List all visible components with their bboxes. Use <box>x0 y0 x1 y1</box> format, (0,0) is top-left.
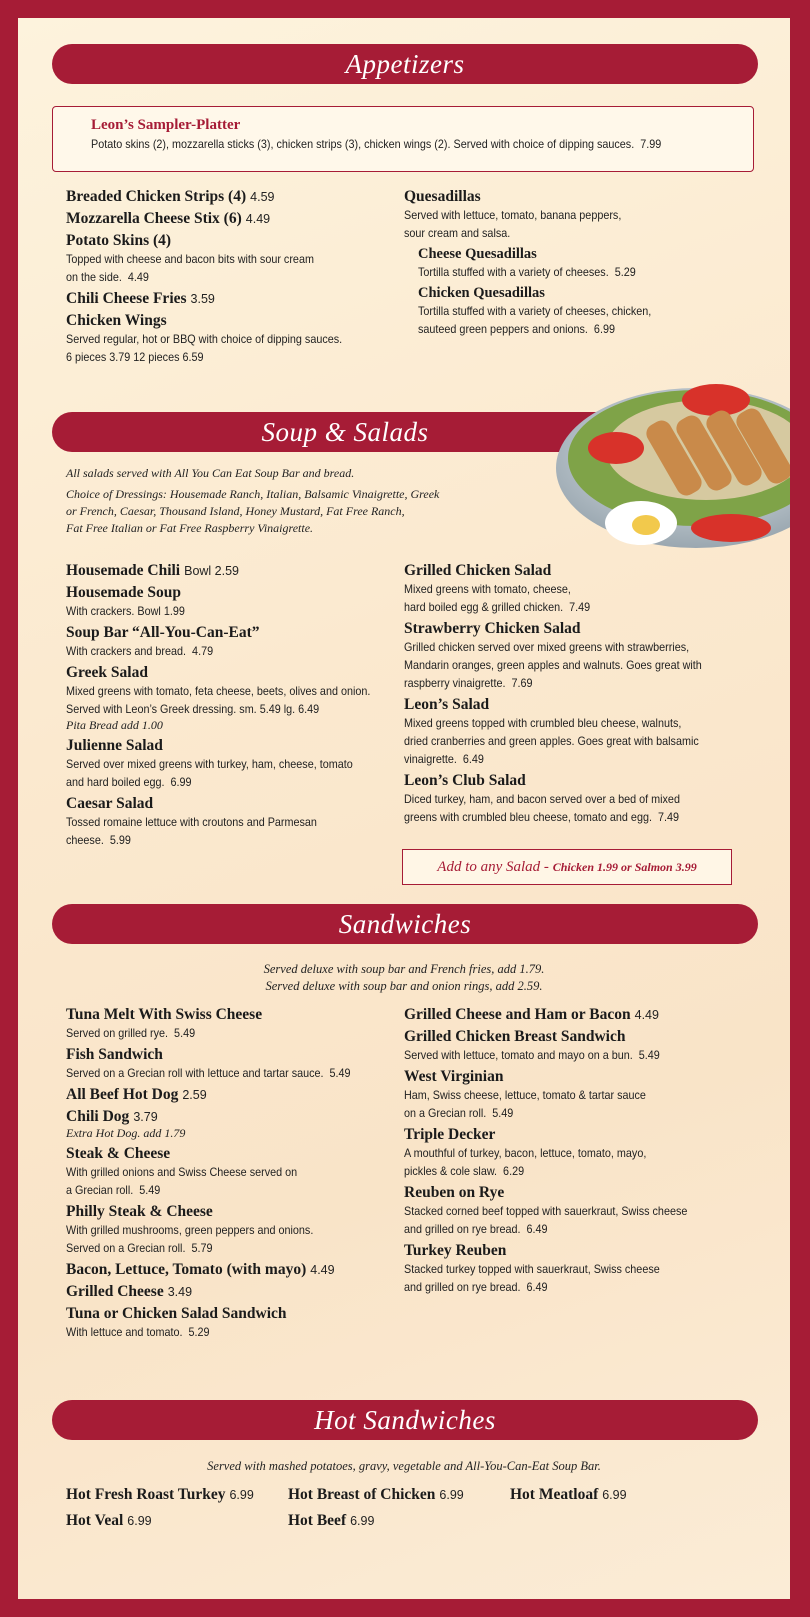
menu-item: Housemade Chili Bowl 2.59 <box>66 562 240 579</box>
menu-item: Triple Decker A mouthful of turkey, bacon, lettuce, tomato, mayo, pickles & cole slaw. 6.29 <box>404 1126 647 1178</box>
menu-item: Grilled Cheese and Ham or Bacon 4.49 <box>404 1006 659 1023</box>
menu-item: Strawberry Chicken Salad Grilled chicken served over mixed greens with strawberries, Mandarin oranges, green apples and walnuts. Goes great with raspberry vinaigrette. 7.69 <box>404 620 702 690</box>
add-to-salad-box: Add to any Salad - Chicken 1.99 or Salmon 3.99 <box>402 849 732 885</box>
menu-item: Quesadillas Served with lettuce, tomato, banana peppers, sour cream and salsa. <box>404 188 622 240</box>
menu-item: Tuna or Chicken Salad Sandwich With lettuce and tomato. 5.29 <box>66 1305 287 1339</box>
sandwiches-banner: Sandwiches <box>52 904 758 944</box>
menu-item: Steak & Cheese With grilled onions and Swiss Cheese served on a Grecian roll. 5.49 <box>66 1145 298 1197</box>
menu-item: Mozzarella Cheese Stix (6) 4.49 <box>66 210 271 227</box>
salad-notes: All salads served with All You Can Eat Soup Bar and bread. Choice of Dressings: Housemade Ranch, Italian, Balsamic Vinaigrette, Greek or French, Caesar, Thousand Island, Honey Mustard, Fat Free Ranch, Fat Free Italian or Fat Free Raspberry Vinaigrette. <box>66 466 440 535</box>
hot-item: Hot Fresh Roast Turkey 6.99 <box>66 1486 254 1503</box>
menu-item: Grilled Chicken Salad Mixed greens with tomato, cheese, hard boiled egg & grilled chicken. 7.49 <box>404 562 591 614</box>
menu-item: Julienne Salad Served over mixed greens with turkey, ham, cheese, tomato and hard boiled egg. 6.99 <box>66 737 353 789</box>
menu-item: Chicken Quesadillas Tortilla stuffed with a variety of cheeses, chicken, sauteed green peppers and onions. 6.99 <box>418 285 652 336</box>
menu-item: Grilled Chicken Breast Sandwich Served with lettuce, tomato and mayo on a bun. 5.49 <box>404 1028 660 1062</box>
menu-item: Leon’s Salad Mixed greens topped with crumbled bleu cheese, walnuts, dried cranberries and green apples. Goes great with balsamic vinaigrette. 6.49 <box>404 696 699 766</box>
appetizers-right-column <box>404 188 744 342</box>
menu-item: Reuben on Rye Stacked corned beef topped with sauerkraut, Swiss cheese and grilled on rye bread. 6.49 <box>404 1184 688 1236</box>
sandwich-notes: Served deluxe with soup bar and French fries, add 1.79. Served deluxe with soup bar and onion rings, add 2.59. <box>263 962 545 993</box>
hot-sandwiches-banner: Hot Sandwiches <box>52 1400 758 1440</box>
hot-item: Hot Beef 6.99 <box>288 1512 375 1529</box>
menu-item: Cheese Quesadillas Tortilla stuffed with a variety of cheeses. 5.29 <box>418 246 636 279</box>
sampler-box <box>52 106 754 172</box>
soups-left-column <box>66 562 391 853</box>
menu-item: Tuna Melt With Swiss Cheese Served on grilled rye. 5.49 <box>66 1006 263 1040</box>
menu-item: Chili Dog 3.79 Extra Hot Dog. add 1.79 <box>66 1108 186 1140</box>
menu-item: Turkey Reuben Stacked turkey topped with sauerkraut, Swiss cheese and grilled on rye bread. 6.49 <box>404 1242 660 1294</box>
appetizers-left-column <box>66 188 386 370</box>
menu-item: Potato Skins (4) Topped with cheese and bacon bits with sour cream on the side. 4.49 <box>66 232 314 284</box>
menu-item: Chili Cheese Fries 3.59 <box>66 290 215 307</box>
appetizers-banner: Appetizers <box>52 44 758 84</box>
hot-item: Hot Veal 6.99 <box>66 1512 152 1529</box>
sandwiches-right-column <box>404 1006 744 1300</box>
sampler-name: Leon’s Sampler-Platter <box>91 117 241 133</box>
menu-item: Grilled Cheese 3.49 <box>66 1283 193 1300</box>
menu-item: All Beef Hot Dog 2.59 <box>66 1086 207 1103</box>
menu-item: Chicken Wings Served regular, hot or BBQ with choice of dipping sauces. 6 pieces 3.79 12 pieces 6.59 <box>66 312 343 364</box>
hot-item: Hot Breast of Chicken 6.99 <box>288 1486 464 1503</box>
soup-salads-banner: Soup & Salads <box>52 412 758 452</box>
menu-item: Soup Bar “All-You-Can-Eat” With crackers and bread. 4.79 <box>66 624 260 658</box>
menu-item: Leon’s Club Salad Diced turkey, ham, and bacon served over a bed of mixed greens with crumbled bleu cheese, tomato and egg. 7.49 <box>404 772 680 824</box>
hot-note: Served with mashed potatoes, gravy, vegetable and All-You-Can-Eat Soup Bar. <box>207 1459 601 1473</box>
menu-item: Breaded Chicken Strips (4) 4.59 <box>66 188 275 205</box>
menu-page <box>18 18 790 1599</box>
soups-right-column <box>404 562 744 830</box>
hot-item: Hot Meatloaf 6.99 <box>510 1486 627 1503</box>
sandwiches-left-column <box>66 1006 396 1345</box>
menu-item: Fish Sandwich Served on a Grecian roll with lettuce and tartar sauce. 5.49 <box>66 1046 351 1080</box>
menu-item: Greek Salad Mixed greens with tomato, feta cheese, beets, olives and onion. Served with Leon’s Greek dressing. sm. 5.49 lg. 6.49 Pita Bread add 1.00 <box>66 664 371 732</box>
salad-bowl-icon <box>546 358 790 558</box>
menu-item: Caesar Salad Tossed romaine lettuce with croutons and Parmesan cheese. 5.99 <box>66 795 317 847</box>
menu-item: Philly Steak & Cheese With grilled mushrooms, green peppers and onions. Served on a Grecian roll. 5.79 <box>66 1203 314 1255</box>
menu-item: West Virginian Ham, Swiss cheese, lettuce, tomato & tartar sauce on a Grecian roll. 5.49 <box>404 1068 646 1120</box>
sampler-desc: Potato skins (2), mozzarella sticks (3), chicken strips (3), chicken wings (2). Served with choice of dipping sauces. 7.99 <box>91 137 662 151</box>
menu-item: Housemade Soup With crackers. Bowl 1.99 <box>66 584 185 618</box>
menu-item: Bacon, Lettuce, Tomato (with mayo) 4.49 <box>66 1261 335 1278</box>
